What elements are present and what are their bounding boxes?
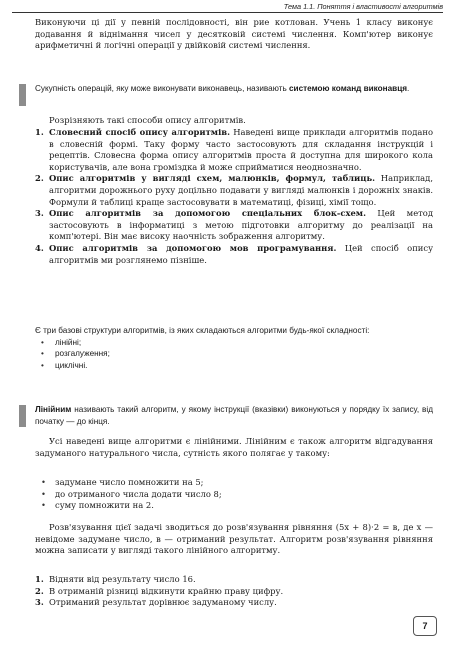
- definition-marker: [19, 84, 26, 106]
- methods-intro-text: Розрізняють такі способи опису алгоритмів.: [49, 115, 246, 125]
- intro-text: Виконуючи ці дії у певній послідовності, він рие котлован. Учень 1 класу виконує додавання й віднімання чисел у десятковій системі числення. Комп'ютер виконує арифметичні й логічні операції у двійковій системі числення.: [35, 17, 433, 51]
- definition-term: системою команд виконавця: [289, 84, 408, 93]
- solution-step-number: 2.: [35, 585, 44, 596]
- solution-step-text: Відняти від результату число 16.: [49, 574, 196, 584]
- method-text: Цей спосіб опису алгоритмів ми розглянемо пізніше.: [49, 242, 433, 265]
- intro-paragraph: [35, 17, 433, 52]
- method-text: Цей метод застосовують в інформатиці з метою підготовки алгоритму до реалізації на комп'ютері. Він має високу наочність зображення алгоритму.: [49, 208, 433, 242]
- linear-term: Лінійним: [35, 405, 72, 414]
- linear-definition-text: називають такий алгоритм, у якому інструкції (вказівки) виконуються у порядку їх запису, від початку — до кінця.: [35, 405, 433, 426]
- method-number: 4.: [35, 242, 44, 253]
- method-number: 1.: [35, 127, 44, 137]
- method-title: Опис алгоритмів у вигляді схем, малюнків, формул, таблиць.: [49, 173, 376, 184]
- page-number: 7: [413, 616, 437, 636]
- linear-step: • до отриманого числа додати число 8;: [35, 489, 433, 501]
- structure-item: • циклічні.: [35, 360, 433, 372]
- equation-paragraph: [35, 522, 433, 557]
- solution-step: [35, 574, 433, 586]
- structures-intro: Є три базові структури алгоритмів, із яких складаються алгоритми будь-якої складності:: [35, 326, 370, 335]
- method-number: 2.: [35, 173, 44, 184]
- method-text: Наприклад, алгоритми дорожнього руху доцільно подавати у вигляді малюнків і дорожніх знаків. Формули й таблиці краще застосовувати в математиці, фізиці, хімії тощо.: [49, 173, 433, 207]
- linear-step: • суму помножити на 2.: [35, 500, 433, 512]
- method-item: [35, 243, 433, 266]
- equation-paragraph-text: Розв'язування цієї задачі зводиться до розв'язування рівняння (5x + 8)·2 = в, де x — невідоме задумане число, в — отриманий результат. Алгоритм розв'язування рівняння можна записати у вигляді такого лінійного алгоритму.: [35, 522, 433, 556]
- method-title: Словесний спосіб опису алгоритмів.: [49, 127, 230, 137]
- linear-paragraph-text: Усі наведені вище алгоритми є лінійними. Лінійним є також алгоритм відгадування задуманого натурального числа, сутність якого полягає у такому:: [35, 436, 433, 458]
- solution-step-number: 1.: [35, 574, 44, 584]
- solution-steps-wrap: [35, 574, 433, 609]
- method-number: 3.: [35, 208, 44, 219]
- solution-step: [35, 586, 433, 598]
- definition-prefix: Сукупність операцій, яку може виконувати виконавець, називають: [35, 84, 289, 93]
- definition-marker: [19, 405, 26, 427]
- method-text: Наведені вище приклади алгоритмів подано в словесній формі. Таку форму часто застосовують для складання інструкцій і рецептів. Словесна форма опису алгоритмів проста й доступна для широкого кола користувачів, але вона громіздка й може сприйматися неоднозначно.: [49, 127, 433, 172]
- definition-suffix: .: [407, 84, 410, 93]
- solution-steps-list: [35, 574, 433, 609]
- structure-item: • розгалуження;: [35, 348, 433, 360]
- solution-step: [35, 597, 433, 609]
- definition-system-commands: [35, 83, 433, 95]
- method-item: [35, 127, 433, 173]
- method-item: [35, 173, 433, 208]
- linear-step: • задумане число помножити на 5;: [35, 477, 433, 489]
- method-item: [35, 208, 433, 243]
- solution-step-number: 3.: [35, 597, 44, 608]
- definition-linear: [35, 404, 433, 427]
- solution-step-text: В отриманій різниці відкинути крайню праву цифру.: [49, 585, 284, 596]
- page-header: Тема 1.1. Поняття і властивості алгоритмів: [283, 2, 443, 11]
- solution-step-text: Отриманий результат дорівнює задуманому числу.: [49, 597, 277, 608]
- linear-paragraph: [35, 436, 433, 459]
- structure-item: • лінійні;: [35, 337, 433, 349]
- methods-list: [35, 127, 433, 266]
- methods-list-wrap: [35, 127, 433, 266]
- methods-intro: [35, 115, 433, 127]
- linear-steps-list: [35, 477, 433, 512]
- header-rule: [12, 12, 443, 13]
- method-title: Опис алгоритмів за допомогою спеціальних блок-схем.: [49, 208, 366, 219]
- structures-list: [35, 337, 433, 372]
- linear-steps-wrap: [35, 477, 433, 512]
- structures-block: [35, 325, 433, 371]
- method-title: Опис алгоритмів за допомогою мов програмування.: [49, 242, 337, 253]
